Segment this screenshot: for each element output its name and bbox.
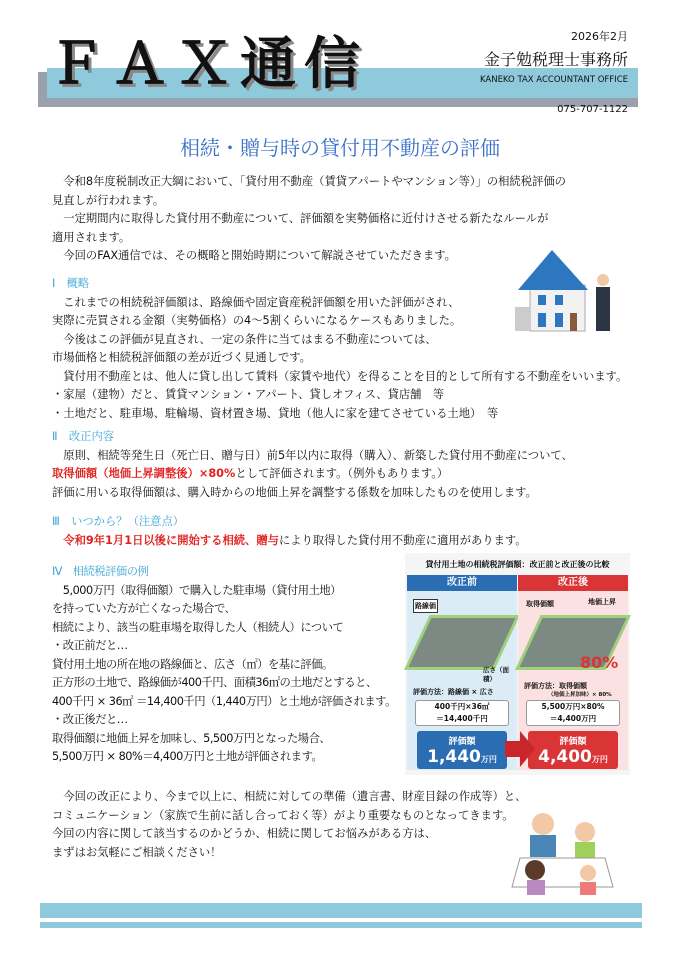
text-line: 貸付用土地の所在地の路線価と、広さ（㎡）を基に評価。: [52, 657, 333, 671]
text-line: 相続により、該当の駐車場を取得した人（相続人）について: [52, 620, 344, 634]
text-line: [52, 465, 573, 484]
text-line: 今回の内容に関して該当するのかどうか、相続に関してお悩みがある方は、: [52, 827, 437, 840]
rise-label: 地価上昇: [588, 598, 616, 606]
value-label: 評価額: [448, 737, 476, 747]
text-span: により取得した貸付用不動産に適用があります。: [278, 533, 527, 547]
calc-line: ＝4,400万円: [549, 714, 597, 723]
value-unit: 万円: [480, 755, 497, 764]
calc-line: ＝14,400千円: [436, 714, 488, 723]
value-box-after: [528, 731, 618, 769]
intro-line: 今回のFAX通信では、その概略と開始時期について解説させていただきます。: [52, 249, 456, 262]
method-label: 評価方法：路線価 × 広さ: [413, 688, 494, 696]
issue-date: 2026年2月: [571, 30, 628, 43]
intro-line: 令和8年度税制改正大綱において、「貸付用不動産（賃貸アパートやマンション等）」の相続税評価の: [52, 175, 566, 188]
section-heading: Ⅳ 相続税評価の例: [52, 565, 149, 578]
text-span: として評価されます。（例外もあります。）: [235, 467, 449, 480]
calc-line: 400千円×36㎡: [434, 702, 490, 711]
family-illustration: [510, 810, 615, 895]
closing: [52, 788, 526, 862]
section-revision: [52, 428, 573, 502]
rosenka-sign: 路線価: [413, 599, 438, 613]
highlight-formula: 取得価額（地価上昇調整後）×80%: [52, 467, 236, 480]
text-line: これまでの相続税評価額は、路線価や固定資産税評価額を用いた評価がされ、: [52, 295, 460, 309]
footer-band: [40, 903, 642, 918]
headline: 相続・贈与時の貸付用不動産の評価: [180, 136, 500, 160]
calc-box: [415, 700, 509, 726]
section-heading: Ⅰ 概略: [52, 277, 90, 290]
text-line: コミュニケーション（家族で生前に話し合っておく等）がより重要なものとなってきます。: [52, 808, 514, 822]
arrow-right-icon: [505, 731, 535, 767]
section-heading: Ⅲ いつから？（注意点）: [52, 515, 185, 528]
text-line: 実際に売買される金額（実勢価格）の4～5割くらいになるケースもありました。: [52, 314, 462, 327]
text-line: ・改正前だと…: [52, 639, 128, 652]
text-line: 5,000万円（取得価額）で購入した駐車場（貸付用土地）: [52, 583, 341, 597]
value-unit: 万円: [591, 755, 608, 764]
value-amount: 4,400: [538, 747, 592, 767]
fax-title: ＦＡＸ通信: [48, 31, 368, 97]
infographic-title: 貸付用土地の相続税評価額：改正前と改正後の比較: [425, 560, 610, 569]
text-line: 市場価格と相続税評価額の差が近づく見通しです。: [52, 351, 311, 364]
section-when: [52, 513, 527, 550]
method-label: 評価方法：取得価額: [524, 682, 587, 690]
section-overview: [52, 275, 627, 423]
calc-box: [526, 700, 620, 726]
text-line: 評価に用いる取得価額は、購入時からの地価上昇を調整する係数を加味したものを使用します。: [52, 485, 537, 499]
value-amount: 1,440: [427, 747, 481, 767]
footer-band-thin: [40, 922, 642, 928]
office-name-jp: 金子勉税理士事務所: [483, 50, 628, 69]
intro-line: 適用されます。: [52, 230, 131, 244]
text-line: を持っていた方が亡くなった場合で、: [52, 602, 236, 615]
value-label: 評価額: [559, 737, 587, 747]
office-name-en: KANEKO TAX ACCOUNTANT OFFICE: [479, 75, 628, 85]
text-line: 5,500万円 × 80%＝4,400万円と土地が評価されます。: [52, 750, 323, 763]
before-column: [407, 575, 517, 770]
calc-line: 5,500万円×80%: [541, 702, 605, 711]
text-line: 貸付用不動産とは、他人に貸し出して賃料（家賃や地代）を得ることを目的として所有する不動産をいいます。: [52, 369, 628, 383]
area-label: 広さ（面積）: [483, 666, 509, 683]
text-line: 今回の改正により、今まで以上に、相続に対しての準備（遺言書、財産目録の作成等）と、: [52, 790, 527, 803]
section-example: [52, 563, 396, 767]
before-label: 改正前: [407, 575, 517, 591]
intro-line: 一定期間内に取得した貸付用不動産について、評価額を実勢価格に近付けさせる新たなルールが: [52, 212, 549, 225]
intro-line: 見直しが行われます。: [52, 193, 165, 207]
coins-label: 取得価額: [526, 600, 554, 608]
text-line: まずはお気軽にご相談ください！: [52, 845, 222, 859]
method-sub-label: （地価上昇加味）× 80%: [548, 692, 612, 698]
intro: [52, 173, 566, 266]
text-line: ・土地だと、駐車場、駐輪場、資材置き場、貸地（他人に家を建てさせている土地） 等: [52, 406, 499, 420]
text-line: 正方形の土地で、路線価が400千円、面積36㎡の土地だとすると、: [52, 676, 377, 689]
text-line: ・家屋（建物）だと、賃貸マンション・アパート、貸しオフィス、貸店舗 等: [52, 388, 445, 401]
highlight-date: 令和9年1月1日以後に開始する相続、贈与: [52, 533, 279, 547]
percent-label: 80%: [580, 653, 619, 672]
parking-lot-icon: [404, 615, 520, 670]
phone-number: 075-707-1122: [557, 104, 628, 115]
value-box-before: [417, 731, 507, 769]
comparison-infographic: [405, 553, 630, 775]
text-line: 400千円 × 36㎡ ＝14,400千円（1,440万円）と土地が評価されます。: [52, 694, 396, 708]
text-line: ・改正後だと…: [52, 713, 128, 726]
after-label: 改正後: [518, 575, 628, 591]
text-line: 今後はこの評価が見直され、一定の条件に当てはまる不動産については、: [52, 332, 437, 346]
text-line: 取得価額に地価上昇を加味し、5,500万円となった場合、: [52, 731, 331, 745]
text-line: 原則、相続等発生日（死亡日、贈与日）前5年以内に取得（購入）、新築した貸付用不動産について、: [52, 448, 573, 462]
section-heading: Ⅱ 改正内容: [52, 430, 115, 443]
text-line: [52, 532, 527, 551]
